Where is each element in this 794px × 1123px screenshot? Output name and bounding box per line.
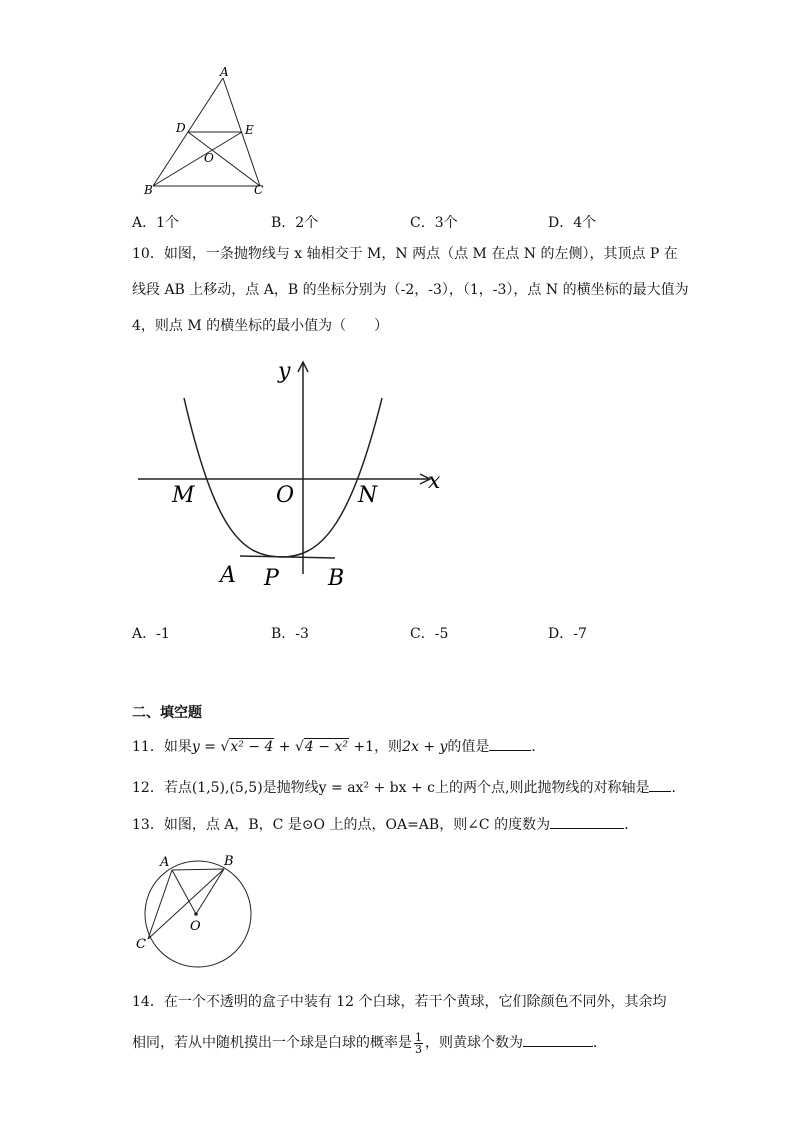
label-d: D	[176, 121, 186, 135]
fraction-numerator: 1	[415, 1030, 422, 1044]
q11-radicand-1: x² − 4	[230, 739, 274, 755]
circle-figure	[130, 848, 258, 976]
segment-ca	[148, 870, 172, 939]
label-a: A	[160, 855, 170, 870]
label-o: O	[190, 919, 201, 934]
label-b: B	[224, 854, 234, 869]
q9-option-b[interactable]: B．2个	[271, 215, 319, 231]
q11-suffix: 的值是	[447, 739, 490, 755]
q12-points: (1,5),(5,5)	[191, 780, 263, 796]
q12-middle: 是抛物线	[262, 780, 319, 796]
label-n: N	[358, 483, 378, 508]
label-b: B	[144, 183, 153, 197]
label-c: C	[254, 183, 264, 197]
q10-option-b[interactable]: B．-3	[271, 626, 309, 642]
label-a: A	[220, 563, 236, 588]
fraction-denominator: 3	[415, 1042, 422, 1056]
segment-dc	[188, 132, 260, 186]
label-o: O	[204, 151, 214, 165]
q9-option-d[interactable]: D．4个	[548, 215, 597, 231]
q11-y: y	[191, 739, 200, 755]
q13-text: 13．如图，点 A，B，C 是⊙O 上的点，OA=AB，则∠C 的度数为	[132, 817, 551, 833]
center-point	[194, 912, 198, 916]
parabola-curve	[184, 398, 382, 557]
label-o: O	[276, 483, 295, 508]
q12-end: ．	[671, 780, 686, 796]
q12-prefix: 12．若点	[132, 780, 192, 796]
q11-end: ．	[531, 739, 546, 755]
triangle-figure	[140, 64, 280, 200]
q12	[132, 777, 685, 798]
q12-suffix: 上的两个点,则此抛物线的对称轴是	[435, 780, 650, 796]
circle-o	[145, 861, 251, 967]
label-y: y	[278, 359, 291, 384]
segment-ab	[172, 869, 224, 870]
q14-answer-blank[interactable]	[523, 1032, 593, 1047]
q12-answer-blank[interactable]	[649, 777, 671, 792]
q10-line-2: 线段 AB 上移动，点 A，B 的坐标分别为（-2，-3），（1，-3），点 N 的横坐标的最大值为	[132, 282, 689, 298]
q10-option-a[interactable]: A．-1	[132, 626, 170, 642]
q9-option-a[interactable]: A．1个	[132, 215, 180, 231]
label-x: x	[428, 469, 441, 494]
q10-line-3: 4，则点 M 的横坐标的最小值为（ ）	[132, 318, 389, 334]
q10-option-c[interactable]: C．-5	[410, 626, 449, 642]
q11-radicand-2: 4 − x²	[304, 739, 348, 755]
label-p: P	[264, 566, 279, 591]
q11-plus-2: +1	[348, 739, 375, 755]
q11-expression: 2x + y	[402, 739, 448, 755]
segment-oa	[172, 870, 196, 914]
q14-end: ．	[593, 1035, 607, 1051]
q14-line-1: 14．在一个不透明的盒子中装有 12 个白球，若干个黄球，它们除颜色不同外，其余均	[132, 994, 667, 1010]
q13-end: ．	[624, 817, 639, 833]
q14-line-2	[132, 1029, 607, 1057]
q11-plus-1: +	[274, 739, 295, 755]
label-m: M	[172, 483, 195, 508]
q12-equation: y = ax² + bx + c	[318, 780, 436, 796]
label-e: E	[245, 123, 254, 137]
q11-middle: ，则	[374, 739, 403, 755]
q10-option-d[interactable]: D．-7	[548, 626, 587, 642]
q13-answer-blank[interactable]	[550, 814, 624, 829]
q11-prefix: 11．如果	[132, 739, 192, 755]
sqrt-icon: √	[220, 739, 230, 755]
fraction	[414, 1032, 423, 1055]
label-c: C	[136, 937, 146, 952]
q14-line2-prefix: 相同，若从中随机摸出一个球是白球的概率是	[132, 1035, 412, 1051]
q11-answer-blank[interactable]	[489, 736, 531, 751]
q11-equals: =	[199, 739, 221, 755]
label-a: A	[220, 65, 229, 79]
section-title: 二、填空题	[132, 705, 202, 721]
q10-line-1: 10．如图，一条抛物线与 x 轴相交于 M，N 两点（点 M 在点 N 的左侧），其顶点 P 在	[132, 246, 678, 262]
label-b: B	[328, 566, 345, 591]
q11	[132, 736, 545, 757]
q14-line2-suffix: ，则黄球个数为	[425, 1035, 523, 1051]
segment-cb	[148, 869, 224, 939]
q13	[132, 814, 638, 835]
segment-be	[153, 132, 242, 186]
sqrt-icon: √	[295, 739, 304, 755]
q9-option-c[interactable]: C．3个	[410, 215, 458, 231]
parabola-figure	[130, 352, 450, 602]
